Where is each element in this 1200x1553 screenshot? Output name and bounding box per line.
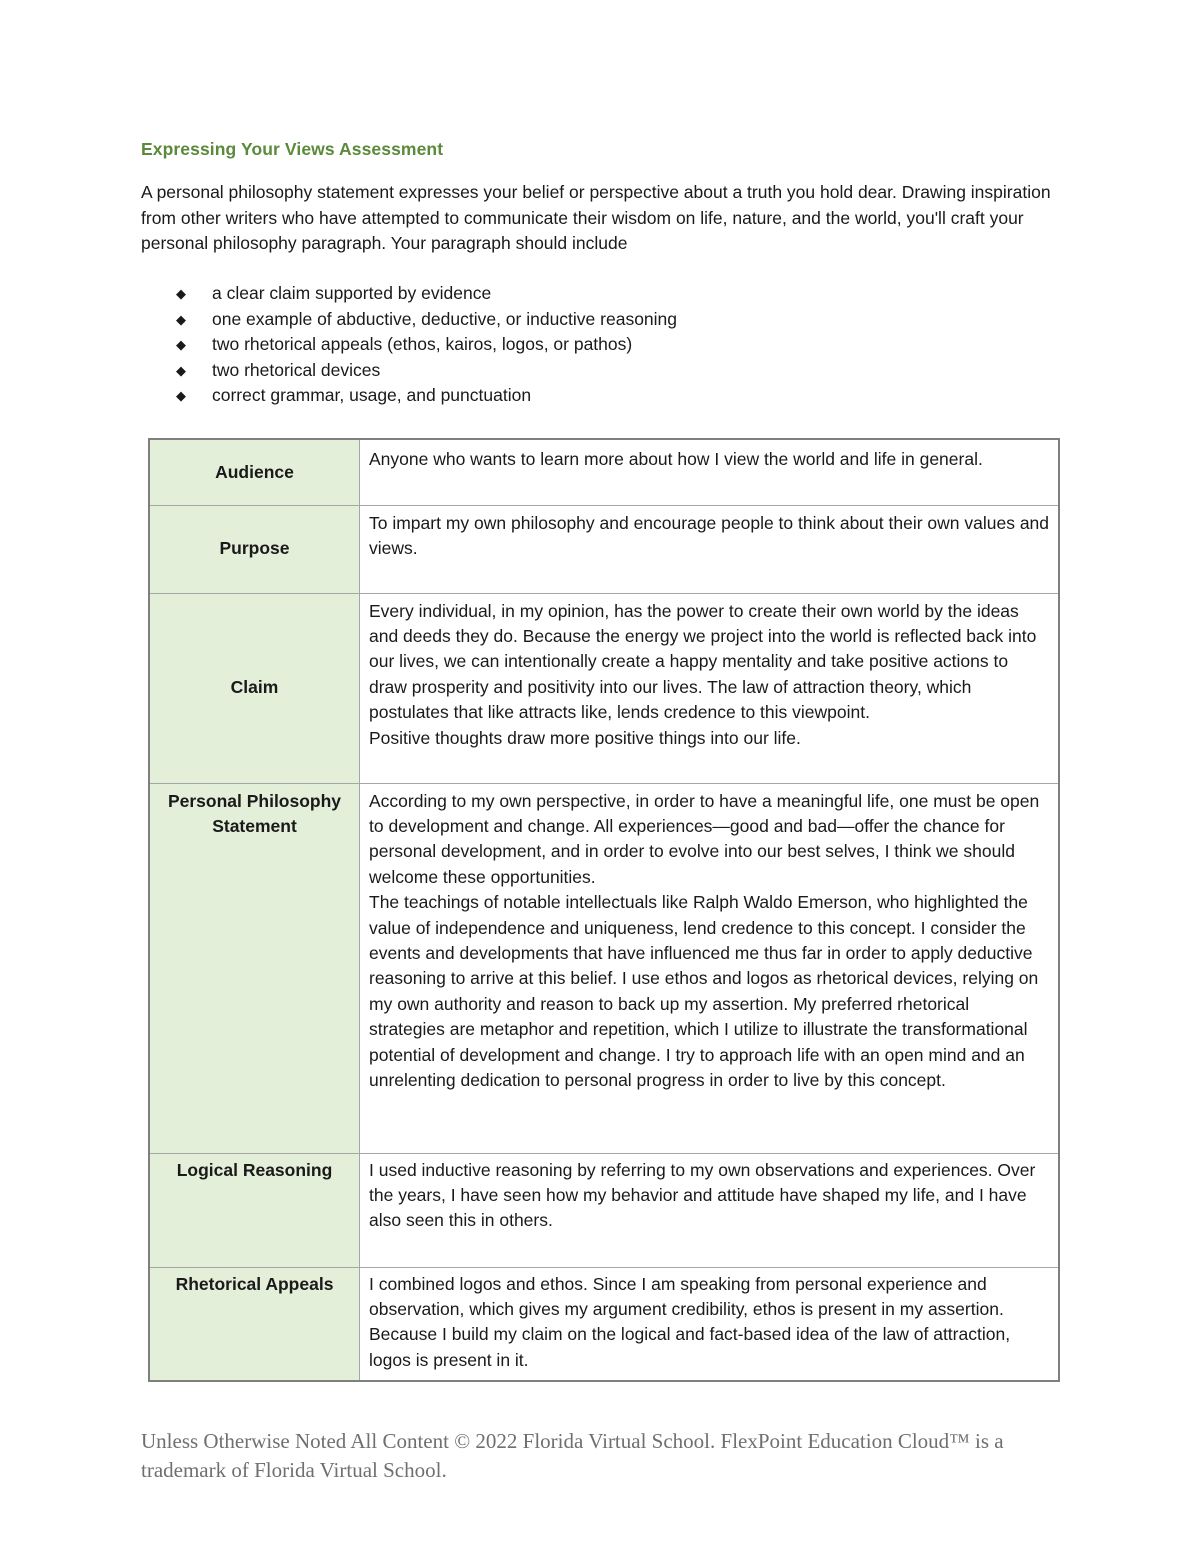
table-row xyxy=(149,505,1059,593)
cell-paragraph: Anyone who wants to learn more about how I view the world and life in general. xyxy=(369,449,983,469)
list-item xyxy=(176,383,677,409)
requirement-text: two rhetorical appeals (ethos, kairos, logos, or pathos) xyxy=(212,334,633,354)
list-item xyxy=(176,332,677,358)
table-row xyxy=(149,593,1059,783)
list-item xyxy=(176,358,677,384)
list-item xyxy=(176,281,677,307)
row-label-cell xyxy=(149,505,360,593)
requirement-text: one example of abductive, deductive, or inductive reasoning xyxy=(212,308,678,329)
requirements-list xyxy=(176,281,677,409)
diamond-bullet-icon: ◆ xyxy=(176,286,186,301)
row-content-cell xyxy=(360,593,1060,783)
cell-paragraph: I combined logos and ethos. Since I am speaking from personal experience and observation, which gives my argument credibility, ethos is present in my assertion. Because I build my claim on the logical and fact-based idea of the law of attraction, logos is present in it. xyxy=(369,1273,1011,1370)
row-content-cell xyxy=(360,439,1060,505)
row-label-cell xyxy=(149,593,360,783)
cell-paragraph: I used inductive reasoning by referring to my own observations and experiences. Over the years, I have seen how my behavior and attitude have shaped my life, and I have also seen this in others. xyxy=(369,1159,1036,1231)
requirement-text: two rhetorical devices xyxy=(212,359,381,380)
row-label: Logical Reasoning xyxy=(176,1159,333,1180)
cell-paragraph: To impart my own philosophy and encourage people to think about their own values and views. xyxy=(369,512,1050,558)
copyright-footer: Unless Otherwise Noted All Content © 2022 Florida Virtual School. FlexPoint Education Cloud™ is a trademark of Florida Virtual School. xyxy=(141,1429,1004,1482)
row-label: Claim xyxy=(230,677,279,698)
table-row xyxy=(149,439,1059,505)
cell-paragraph: Every individual, in my opinion, has the power to create their own world by the ideas and deeds they do. Because the energy we project into the world is reflected back into our lives, we can intentionally create a happy mentality and take positive actions to draw prosperity and positivity into our lives. The law of attraction theory, which postulates that like attracts like, lends credence to this viewpoint. xyxy=(369,600,1037,723)
table-row xyxy=(149,1153,1059,1267)
cell-paragraph: The teachings of notable intellectuals like Ralph Waldo Emerson, who highlighted the value of independence and uniqueness, lend credence to this concept. I consider the events and developments that have influenced me thus far in order to apply deductive reasoning to arrive at this belief. I use ethos and logos as rhetorical devices, relying on my own authority and reason to back up my assertion. My preferred rhetorical strategies are metaphor and repetition, which I utilize to illustrate the transformational potential of development and change. I try to approach life with an open mind and an unrelenting dedication to personal progress in order to live by this concept. xyxy=(369,892,1039,1090)
planning-table xyxy=(148,438,1060,1382)
row-label-cell xyxy=(149,783,360,1153)
cell-paragraph: Positive thoughts draw more positive things into our life. xyxy=(369,727,801,748)
diamond-bullet-icon: ◆ xyxy=(176,388,186,403)
table-row xyxy=(149,783,1059,1153)
row-label-cell xyxy=(149,439,360,505)
row-label-cell xyxy=(149,1153,360,1267)
row-label: Rhetorical Appeals xyxy=(175,1273,334,1294)
assessment-title: Expressing Your Views Assessment xyxy=(141,139,444,159)
intro-paragraph xyxy=(141,180,1061,257)
diamond-bullet-icon: ◆ xyxy=(176,337,186,352)
table-row xyxy=(149,1267,1059,1381)
cell-paragraph: According to my own perspective, in order to have a meaningful life, one must be open to development and change. All experiences—good and bad—offer the chance for personal development, and in order to evolve into our best selves, I think we should welcome these opportunities. xyxy=(369,790,1040,887)
row-content-cell xyxy=(360,1153,1060,1267)
row-label: Personal Philosophy Statement xyxy=(167,790,342,836)
row-content-cell xyxy=(360,783,1060,1153)
row-label: Purpose xyxy=(219,538,290,559)
intro-text: A personal philosophy statement expresses your belief or perspective about a truth you hold dear. Drawing inspiration from other writers who have attempted to communicate their wisdom on life, nature, and the world, you'll craft your personal philosophy paragraph. Your paragraph should include xyxy=(141,182,1051,253)
row-label: Audience xyxy=(215,461,294,482)
requirement-text: a clear claim supported by evidence xyxy=(212,283,492,303)
diamond-bullet-icon: ◆ xyxy=(176,311,186,327)
requirement-text: correct grammar, usage, and punctuation xyxy=(212,385,532,405)
row-content-cell xyxy=(360,505,1060,593)
diamond-bullet-icon: ◆ xyxy=(176,362,186,378)
row-content-cell xyxy=(360,1267,1060,1381)
row-label-cell xyxy=(149,1267,360,1381)
list-item xyxy=(176,307,677,333)
